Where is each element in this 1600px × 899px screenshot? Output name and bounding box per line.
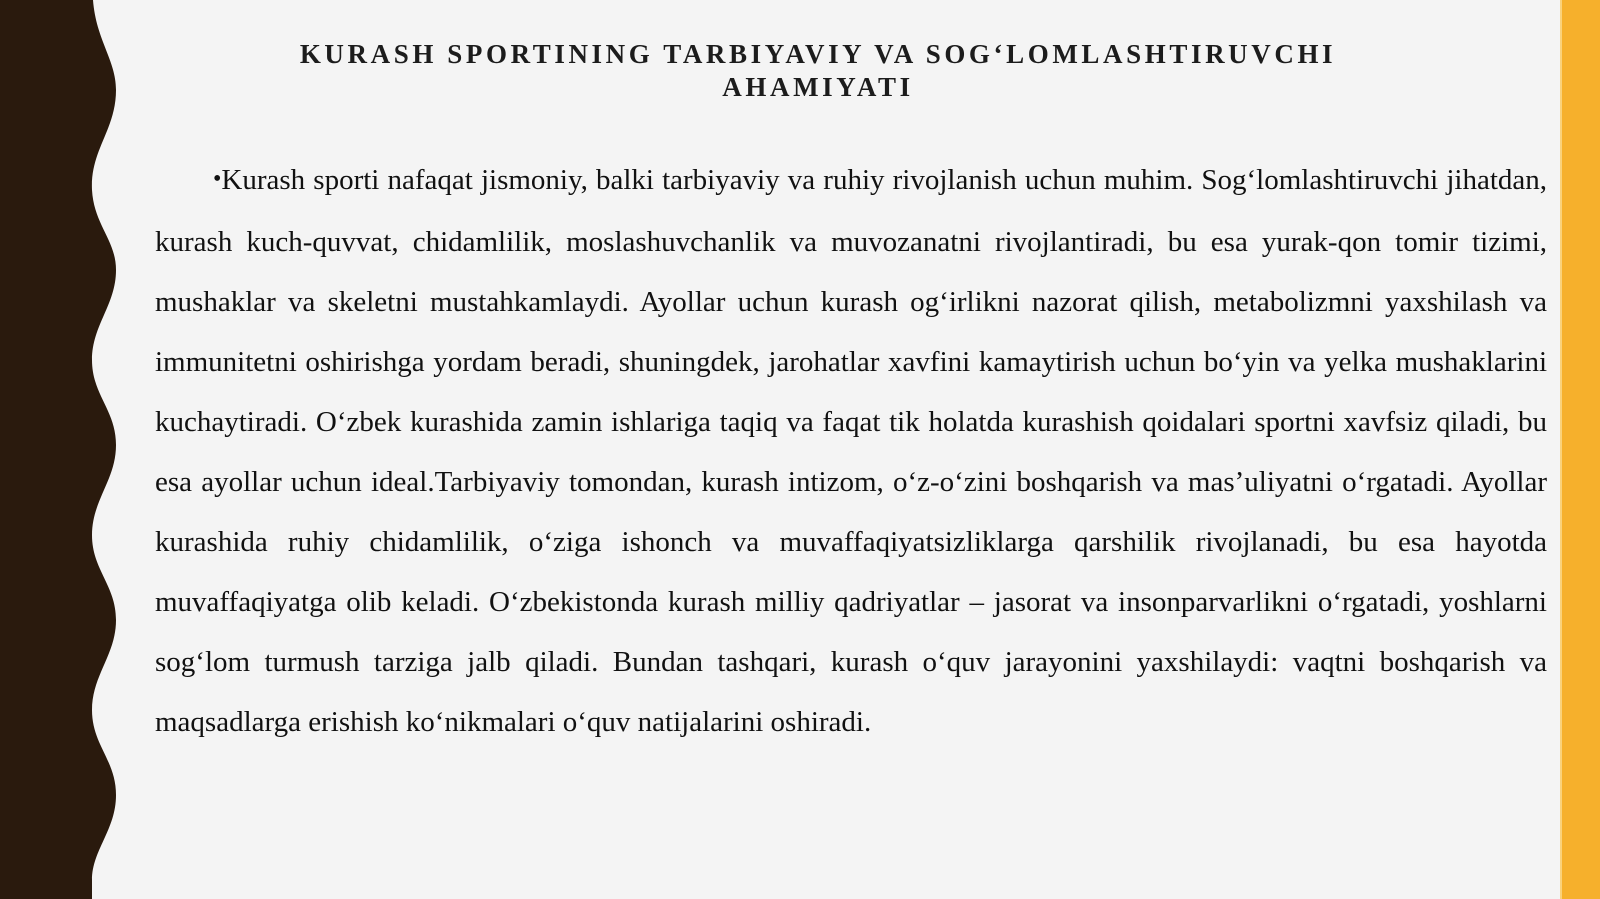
right-accent-band — [1562, 0, 1600, 899]
left-wavy-band — [0, 0, 130, 899]
body-paragraph — [155, 150, 1547, 752]
wavy-band-shape — [0, 0, 116, 899]
paragraph-text: Kurash sporti nafaqat jismoniy, balki tarbiyaviy va ruhiy rivojlanish uchun muhim. Sog‘lomlashtiruvchi jihatdan, kurash kuch-quvvat, chidamlilik, moslashuvchanlik va muvozanatni rivojlantiradi, bu esa yurak-qon tomir tizimi, mushaklar va skeletni mustahkamlaydi. Ayollar uchun kurash og‘irlikni nazorat qilish, metabolizmni yaxshilash va immunitetni oshirishga yordam beradi, shuningdek, jarohatlar xavfini kamaytirish uchun bo‘yin va yelka mushaklarini kuchaytiradi. O‘zbek kurashida zamin ishlariga taqiq va faqat tik holatda kurashish qoidalari sportni xavfsiz qiladi, bu esa ayollar uchun ideal.Tarbiyaviy tomondan, kurash intizom, o‘z-o‘zini boshqarish va mas’uliyatni o‘rgatadi. Ayollar kurashida ruhiy chidamlilik, o‘ziga ishonch va muvaffaqiyatsizliklarga qarshilik rivojlanadi, bu esa hayotda muvaffaqiyatga olib keladi. O‘zbekistonda kurash milliy qadriyatlar – jasorat va insonparvarlikni o‘rgatadi, yoshlarni sog‘lom turmush tarziga jalb qiladi. Bundan tashqari, kurash o‘quv jarayonini yaxshilaydi: vaqtni boshqarish va maqsadlarga erishish ko‘nikmalari o‘quv natijalarini oshiradi. — [155, 164, 1547, 738]
slide-title: KURASH SPORTINING TARBIYAVIY VA SOG‘LOMLASHTIRUVCHI AHAMIYATI — [299, 39, 1337, 102]
bullet-icon: • — [213, 166, 222, 192]
